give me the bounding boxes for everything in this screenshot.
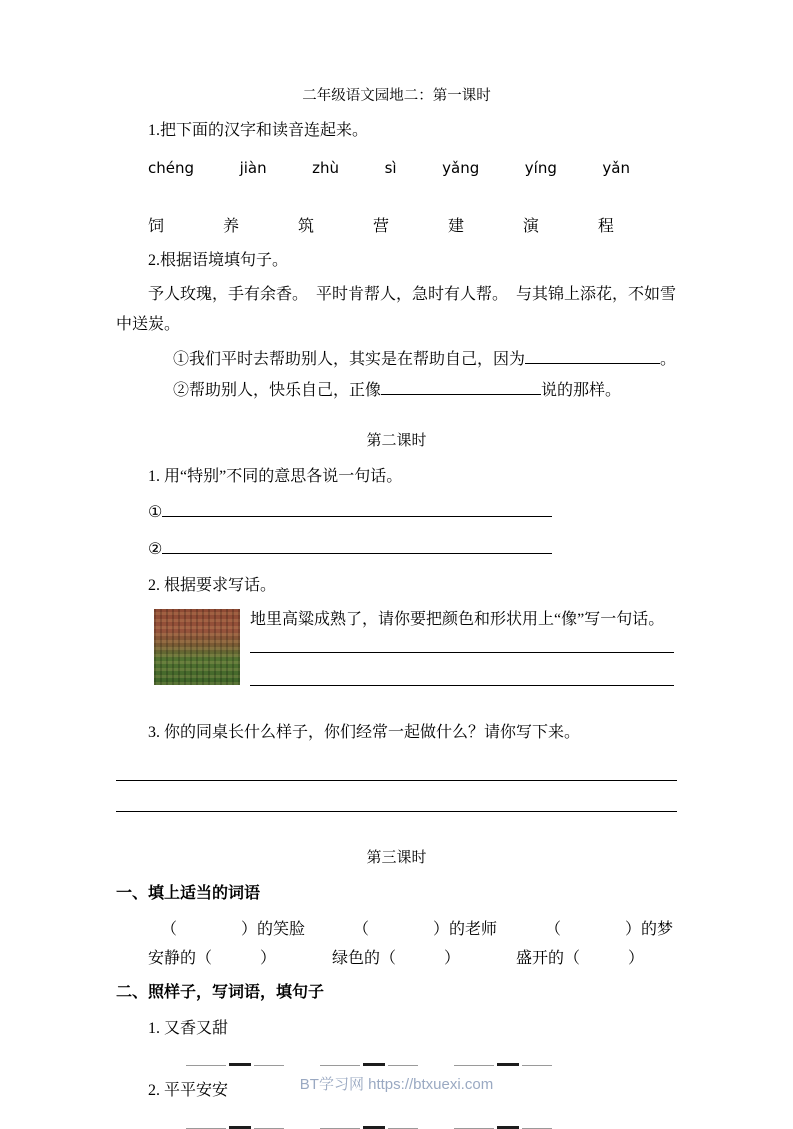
sorghum-field-photo xyxy=(154,609,240,685)
fill-sentence-1 xyxy=(116,349,677,371)
answer-underline xyxy=(162,505,552,517)
word-fill-row-1 xyxy=(116,916,677,939)
answer-underline xyxy=(162,542,552,554)
pinyin-item: chéng xyxy=(148,158,195,177)
prompt-and-lines xyxy=(250,609,674,685)
lesson2-question-2: 2. 根据要求写话。 xyxy=(148,577,277,595)
answer-blank-group xyxy=(454,1056,552,1066)
pinyin-item: zhù xyxy=(312,158,340,177)
answer-line-2 xyxy=(116,539,677,561)
writing-prompt-block xyxy=(154,609,677,685)
hanzi-item: 演 xyxy=(522,217,539,235)
example-word-1: 1. 又香又甜 xyxy=(148,1019,229,1037)
hanzi-item: 程 xyxy=(597,217,614,235)
lesson-3-title: 第三课时 xyxy=(366,850,427,867)
writing-line-full xyxy=(116,780,677,781)
word-fill-item: 绿色的（ ） xyxy=(332,949,461,967)
pinyin-item: yǎng xyxy=(442,158,480,177)
example-word-2: 2. 平平安安 xyxy=(148,1082,229,1100)
question-1-matching: 1.把下面的汉字和读音连起来。 xyxy=(148,122,369,140)
lesson3-part-1-heading: 一、填上适当的词语 xyxy=(116,885,261,903)
fill-sentence-1-end: 。 xyxy=(660,351,677,369)
pinyin-item: yíng xyxy=(524,158,557,177)
writing-line xyxy=(250,685,674,686)
answer-line-2-bullet: ② xyxy=(148,540,163,558)
proverbs-text: 予人玫瑰，手有余香。 平时肯帮人，急时有人帮。 与其锦上添花，不如雪中送炭。 xyxy=(116,286,677,334)
answer-blank-group xyxy=(186,1056,284,1066)
pinyin-item: yǎn xyxy=(602,158,630,177)
lesson3-part-2-heading: 二、照样子，写词语，填句子 xyxy=(116,983,325,1001)
answer-blank-group xyxy=(320,1119,418,1129)
word-fill-item: （ ）的梦 xyxy=(545,920,674,938)
fill-sentence-2-text: ②帮助别人，快乐自己，正像 xyxy=(173,382,382,400)
hanzi-item: 建 xyxy=(447,217,464,235)
hanzi-item: 养 xyxy=(222,217,239,235)
fill-sentence-1-text: ①我们平时去帮助别人，其实是在帮助自己，因为 xyxy=(173,351,526,369)
answer-blank-group xyxy=(320,1056,418,1066)
hanzi-item: 营 xyxy=(372,217,389,235)
writing-line-full xyxy=(116,811,677,812)
word-blank-row-1 xyxy=(116,1056,677,1066)
word-fill-item: 安静的（ ） xyxy=(148,949,277,967)
answer-blank-group xyxy=(186,1119,284,1129)
writing-line xyxy=(250,652,674,653)
word-fill-item: （ ）的笑脸 xyxy=(161,920,306,938)
lesson2-question-1: 1. 用“特别”不同的意思各说一句话。 xyxy=(148,467,403,485)
word-blank-row-2 xyxy=(116,1119,677,1129)
answer-blank-group xyxy=(454,1119,552,1129)
site-footer-link[interactable]: BT学习网 https://btxuexi.com xyxy=(299,1076,494,1093)
writing-prompt-text: 地里高粱成熟了，请你要把颜色和形状用上“像”写一句话。 xyxy=(250,611,665,629)
word-fill-item: 盛开的（ ） xyxy=(516,949,645,967)
answer-line-1-bullet: ① xyxy=(148,504,163,522)
question-2-context: 2.根据语境填句子。 xyxy=(148,251,289,269)
pinyin-row xyxy=(148,159,630,177)
fill-blank xyxy=(525,350,660,364)
pinyin-item: sì xyxy=(384,158,397,177)
word-fill-item: （ ）的老师 xyxy=(353,920,498,938)
hanzi-row xyxy=(148,213,614,236)
page-title: 二年级语文园地二：第一课时 xyxy=(302,88,491,104)
lesson2-question-3: 3. 你的同桌长什么样子，你们经常一起做什么？请你写下来。 xyxy=(148,723,581,741)
hanzi-item: 筑 xyxy=(297,217,314,235)
answer-line-1 xyxy=(116,502,677,524)
pinyin-item: jiàn xyxy=(239,158,267,177)
fill-blank xyxy=(381,381,541,395)
fill-sentence-2 xyxy=(116,380,677,402)
fill-sentence-2-end: 说的那样。 xyxy=(541,382,622,400)
lesson-2-title: 第二课时 xyxy=(366,432,427,449)
word-fill-row-2 xyxy=(116,945,677,968)
hanzi-item: 饲 xyxy=(148,217,165,235)
